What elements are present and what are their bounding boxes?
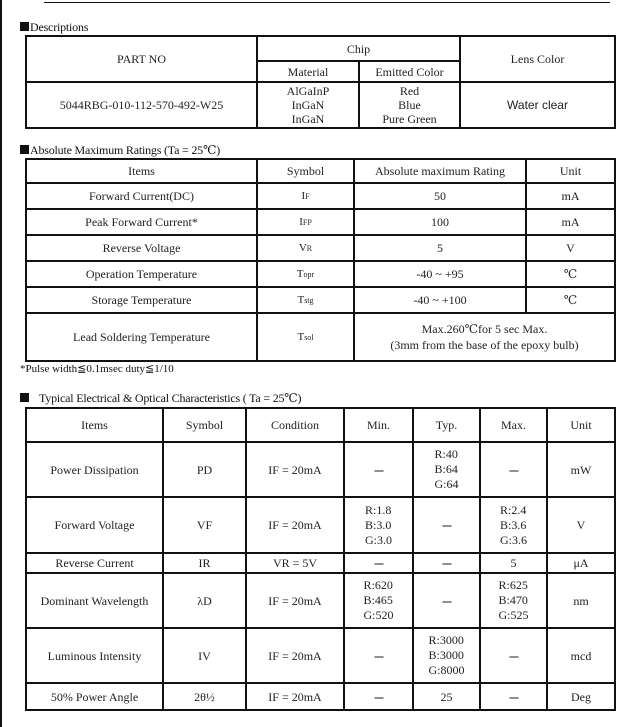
- header-typ: Typ.: [413, 408, 480, 442]
- cell-item: Lead Soldering Temperature: [26, 313, 257, 361]
- square-bullet-icon: [20, 145, 29, 154]
- table-row: [26, 287, 615, 313]
- section-title-text: Absolute Maximum Ratings (Ta = 25℃): [30, 143, 220, 157]
- section-title-text: Typical Electrical & Optical Characteristics ( Ta = 25℃): [39, 391, 302, 405]
- cell-rating-note: [354, 313, 615, 361]
- cell-max: ---: [480, 683, 547, 710]
- square-bullet-icon: [20, 393, 29, 402]
- cell-rating: 5: [354, 235, 526, 261]
- value-r: R:620: [363, 578, 393, 592]
- header-symbol: Symbol: [257, 159, 354, 183]
- section-title-text: Descriptions: [30, 20, 89, 34]
- typical-table: [25, 407, 616, 711]
- cell-item: Reverse Current: [26, 553, 163, 573]
- table-row: [26, 497, 615, 553]
- table-row: [26, 628, 615, 683]
- cell-min: ---: [344, 683, 413, 710]
- header-min: Min.: [344, 408, 413, 442]
- value-r: R:40: [434, 447, 458, 461]
- cell-materials: [257, 82, 359, 128]
- cell-condition: IF = 20mA: [246, 683, 344, 710]
- cell-unit: mcd: [547, 628, 615, 683]
- cell-rating: 100: [354, 209, 526, 235]
- cell-unit: Deg: [547, 683, 615, 710]
- cell-symbol: PD: [163, 442, 246, 497]
- header-part-no: PART NO: [26, 36, 257, 82]
- cell-min: [344, 573, 413, 628]
- cell-condition: IF = 20mA: [246, 442, 344, 497]
- material-2: InGaN: [291, 98, 325, 112]
- value-b: B:3.6: [500, 517, 527, 532]
- table-row: [26, 209, 615, 235]
- table-row: [26, 553, 615, 573]
- cell-rating: 50: [354, 183, 526, 209]
- value-g: G:8000: [428, 663, 465, 677]
- value-b: B:3.0: [365, 517, 392, 532]
- cell-unit: ℃: [526, 261, 615, 287]
- cell-typ: 25: [413, 683, 480, 710]
- cell-item: Power Dissipation: [26, 442, 163, 497]
- page-top-rule: [44, 2, 610, 3]
- cell-min: [344, 497, 413, 553]
- header-rating: Absolute maximum Rating: [354, 159, 526, 183]
- cell-unit: mA: [526, 183, 615, 209]
- square-bullet-icon: [20, 22, 29, 31]
- cell-unit: V: [526, 235, 615, 261]
- cell-min: ---: [344, 442, 413, 497]
- cell-min: ---: [344, 628, 413, 683]
- header-max: Max.: [480, 408, 547, 442]
- cell-unit: mW: [547, 442, 615, 497]
- cell-symbol: Tsol: [257, 313, 354, 361]
- value-b: B:3000: [428, 648, 464, 662]
- section-title-absolute-max: [20, 143, 220, 157]
- cell-condition: IF = 20mA: [246, 573, 344, 628]
- table-row: [26, 313, 615, 361]
- rating-line-2: (3mm from the base of the epoxy bulb): [390, 338, 579, 352]
- cell-item: Reverse Voltage: [26, 235, 257, 261]
- section-title-typical: [20, 391, 301, 405]
- cell-unit: ℃: [526, 287, 615, 313]
- cell-typ: ---: [413, 573, 480, 628]
- cell-item: Luminous Intensity: [26, 628, 163, 683]
- value-r: R:3000: [428, 633, 464, 647]
- cell-symbol: Topr: [257, 261, 354, 287]
- page-left-border: [0, 0, 2, 727]
- cell-item: Forward Current(DC): [26, 183, 257, 209]
- cell-rating: -40 ~ +95: [354, 261, 526, 287]
- emitted-color-2: Blue: [398, 98, 421, 112]
- pulse-footnote: *Pulse width≦0.1msec duty≦1/10: [20, 363, 174, 375]
- absolute-max-table: [25, 158, 616, 362]
- emitted-color-1: Red: [399, 84, 420, 98]
- header-items: Items: [26, 159, 257, 183]
- header-unit: Unit: [526, 159, 615, 183]
- cell-max: ---: [480, 628, 547, 683]
- value-b: B:64: [434, 462, 458, 476]
- header-chip: Chip: [257, 36, 460, 61]
- cell-max: [480, 497, 547, 553]
- table-row: [26, 573, 615, 628]
- header-unit: Unit: [547, 408, 615, 442]
- cell-symbol: IR: [163, 553, 246, 573]
- descriptions-table: [25, 35, 616, 129]
- cell-item: Storage Temperature: [26, 287, 257, 313]
- cell-condition: VR = 5V: [246, 553, 344, 573]
- cell-emitted-colors: [359, 82, 460, 128]
- cell-item: Operation Temperature: [26, 261, 257, 287]
- cell-symbol: 2θ½: [163, 683, 246, 710]
- cell-lens-color: Water clear: [460, 82, 615, 128]
- cell-max: ---: [480, 442, 547, 497]
- cell-symbol: VR: [257, 235, 354, 261]
- cell-typ: [413, 628, 480, 683]
- cell-typ: ---: [413, 497, 480, 553]
- cell-condition: IF = 20mA: [246, 497, 344, 553]
- value-g: G:64: [434, 477, 459, 491]
- value-r: R:1.8: [365, 502, 392, 517]
- value-g: G:3.0: [365, 532, 392, 547]
- cell-symbol: IFP: [257, 209, 354, 235]
- cell-unit: μA: [547, 553, 615, 573]
- table-row: [26, 235, 615, 261]
- value-b: B:470: [498, 593, 528, 607]
- header-symbol: Symbol: [163, 408, 246, 442]
- header-lens-color: Lens Color: [460, 36, 615, 82]
- header-emitted-color: Emitted Color: [359, 61, 460, 82]
- cell-item: Peak Forward Current*: [26, 209, 257, 235]
- table-row: [26, 442, 615, 497]
- value-r: R:2.4: [500, 502, 527, 517]
- cell-symbol: Tstg: [257, 287, 354, 313]
- cell-symbol: VF: [163, 497, 246, 553]
- cell-symbol: IV: [163, 628, 246, 683]
- cell-item: Dominant Wavelength: [26, 573, 163, 628]
- header-items: Items: [26, 408, 163, 442]
- cell-item: Forward Voltage: [26, 497, 163, 553]
- cell-unit: V: [547, 497, 615, 553]
- cell-min: ---: [344, 553, 413, 573]
- emitted-color-3: Pure Green: [382, 112, 437, 126]
- cell-unit: nm: [547, 573, 615, 628]
- header-condition: Condition: [246, 408, 344, 442]
- table-row: [26, 261, 615, 287]
- value-b: B:465: [363, 593, 393, 607]
- cell-max: [480, 573, 547, 628]
- value-g: G:520: [363, 608, 394, 622]
- table-row: [26, 183, 615, 209]
- cell-condition: IF = 20mA: [246, 628, 344, 683]
- table-row: [26, 683, 615, 710]
- value-g: G:3.6: [500, 532, 527, 547]
- cell-max: 5: [480, 553, 547, 573]
- cell-symbol: λD: [163, 573, 246, 628]
- material-3: InGaN: [291, 112, 325, 126]
- value-r: R:625: [498, 578, 528, 592]
- header-material: Material: [257, 61, 359, 82]
- cell-item: 50% Power Angle: [26, 683, 163, 710]
- rating-line-1: Max.260℃for 5 sec Max.: [421, 322, 548, 336]
- cell-typ: [413, 442, 480, 497]
- value-g: G:525: [498, 608, 529, 622]
- cell-symbol: IF: [257, 183, 354, 209]
- cell-typ: ---: [413, 553, 480, 573]
- cell-rating: -40 ~ +100: [354, 287, 526, 313]
- material-1: AlGaInP: [286, 84, 330, 98]
- cell-unit: mA: [526, 209, 615, 235]
- cell-part-no: 5044RBG-010-112-570-492-W25: [26, 82, 257, 128]
- section-title-descriptions: [20, 20, 88, 34]
